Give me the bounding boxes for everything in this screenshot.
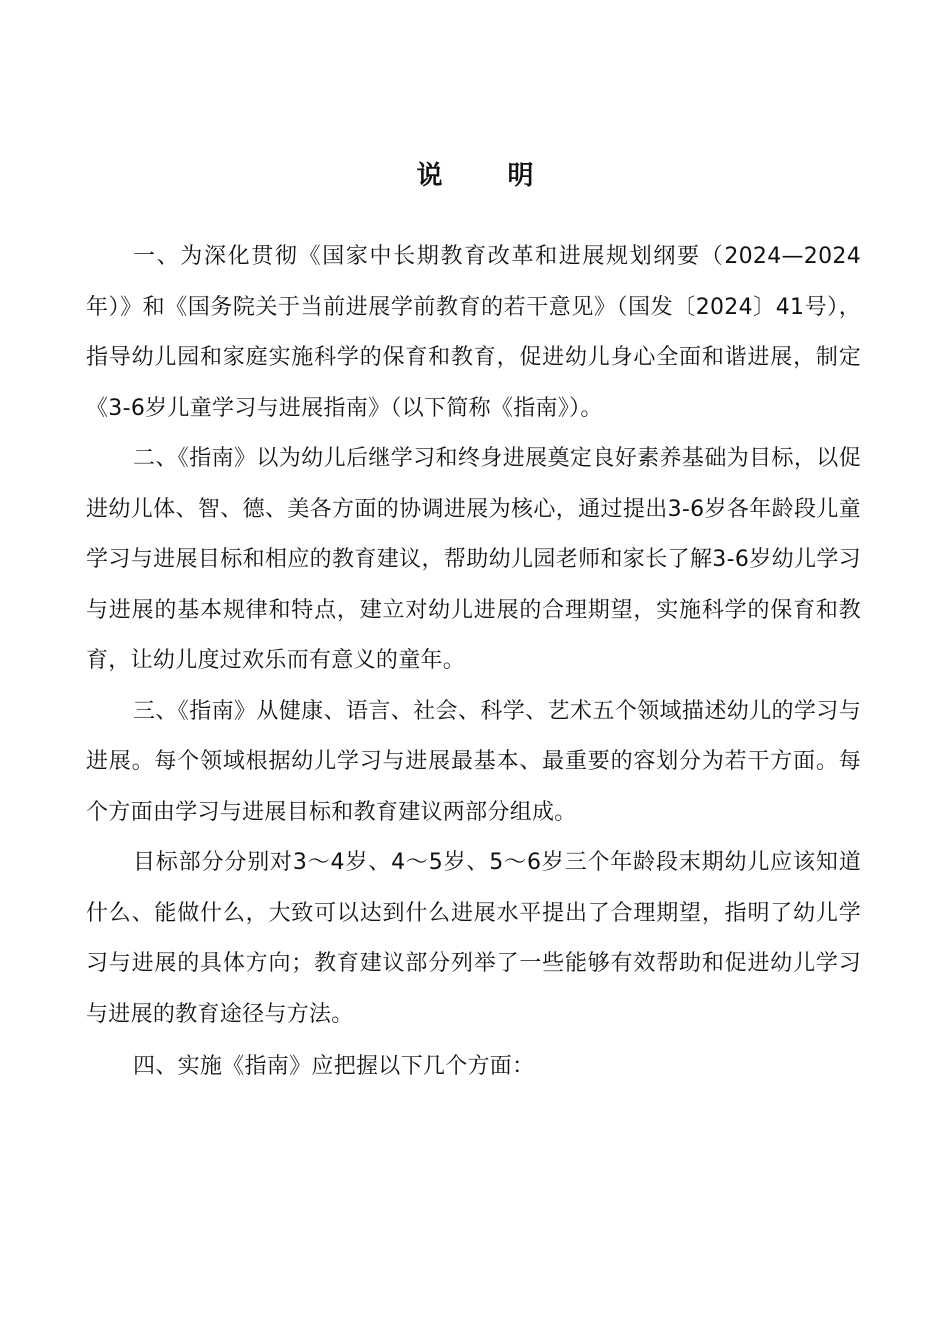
paragraph-2: 二、《指南》以为幼儿后继学习和终身进展奠定良好素养基础为目标，以促进幼儿体、智、德、美各方面的协调进展为核心，通过提出3-6岁各年龄段儿童学习与进展目标和相应的教育建议，帮助幼儿园老师和家长了解3-6岁幼儿学习与进展的基本规律和特点，建立对幼儿进展的合理期望，实施科学的保育和教育，让幼儿度过欢乐而有意义的童年。: [86, 446, 861, 673]
page-title: 说 明: [416, 161, 562, 191]
document-body: [86, 232, 861, 1093]
paragraph-5: 四、实施《指南》应把握以下几个方面：: [133, 1054, 535, 1079]
paragraph-4: 目标部分分别对3～4岁、4～5岁、5～6岁三个年龄段末期幼儿应该知道什么、能做什么，大致可以达到什么进展水平提出了合理期望，指明了幼儿学习与进展的具体方向；教育建议部分列举了一些能够有效帮助和促进幼儿学习与进展的教育途径与方法。: [86, 850, 861, 1027]
paragraph-3: 三、《指南》从健康、语言、社会、科学、艺术五个领域描述幼儿的学习与进展。每个领域根据幼儿学习与进展最基本、最重要的容划分为若干方面。每个方面由学习与进展目标和教育建议两部分组成。: [86, 698, 861, 825]
paragraph-1: 一、为深化贯彻《国家中长期教育改革和进展规划纲要（2024—2024年）》和《国务院关于当前进展学前教育的若干意见》（国发〔2024〕41号），指导幼儿园和家庭实施科学的保育和教育，促进幼儿身心全面和谐进展，制定《3-6岁儿童学习与进展指南》（以下简称《指南》）。: [86, 244, 861, 421]
